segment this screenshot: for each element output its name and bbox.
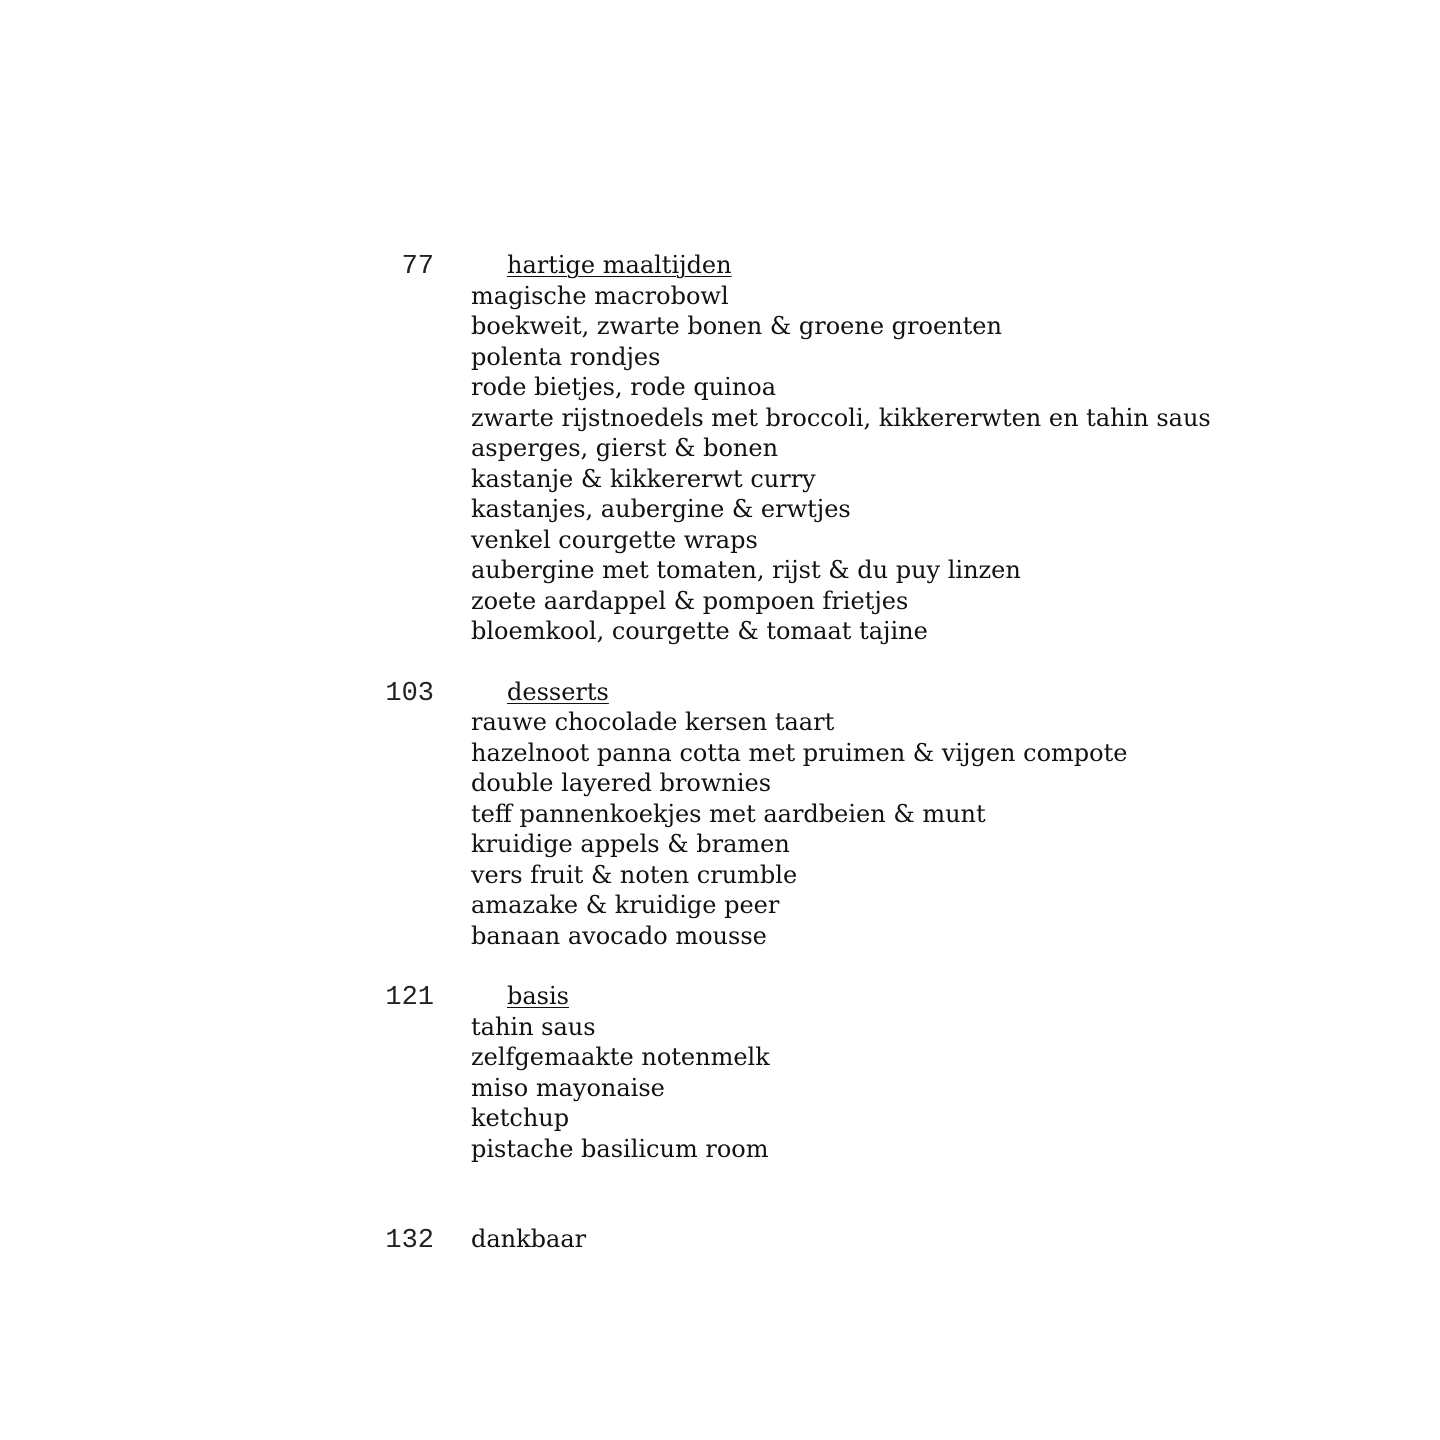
recipe-item: asperges, gierst & bonen <box>471 434 779 462</box>
recipe-item: zwarte rijstnoedels met broccoli, kikkererwten en tahin saus <box>471 403 1211 432</box>
toc-section-basis <box>0 981 1440 1164</box>
recipe-item: miso mayonaise <box>471 1073 665 1102</box>
page-number: 121 <box>385 983 434 1013</box>
recipe-list <box>471 281 1440 647</box>
section-title: dankbaar <box>471 1225 587 1253</box>
recipe-item: magische macrobowl <box>471 281 729 310</box>
recipe-item: rauwe chocolade kersen taart <box>471 708 835 736</box>
recipe-item: bloemkool, courgette & tomaat tajine <box>471 617 928 645</box>
recipe-item: aubergine met tomaten, rijst & du puy linzen <box>471 556 1021 584</box>
recipe-item: ketchup <box>471 1104 570 1132</box>
section-title: basis <box>507 982 569 1010</box>
toc-section-desserts <box>0 677 1440 952</box>
table-of-contents <box>0 250 1440 1255</box>
recipe-item: pistache basilicum room <box>471 1134 769 1163</box>
page-number: 103 <box>385 678 434 709</box>
recipe-item: vers fruit & noten crumble <box>471 860 798 889</box>
recipe-item: hazelnoot panna cotta met pruimen & vijgen compote <box>471 738 1128 767</box>
recipe-item: kastanjes, aubergine & erwtjes <box>471 495 851 523</box>
toc-section-hartige-maaltijden <box>0 250 1440 647</box>
recipe-item: banaan avocado mousse <box>471 921 767 950</box>
recipe-item: kruidige appels & bramen <box>471 830 790 858</box>
recipe-item: teff pannenkoekjes met aardbeien & munt <box>471 799 986 828</box>
recipe-item: boekweit, zwarte bonen & groene groenten <box>471 312 1002 340</box>
recipe-item: zoete aardappel & pompoen frietjes <box>471 586 909 615</box>
section-title: desserts <box>507 677 609 706</box>
recipe-item: zelfgemaakte notenmelk <box>471 1043 770 1071</box>
recipe-item: venkel courgette wraps <box>471 525 758 554</box>
recipe-item: kastanje & kikkererwt curry <box>471 464 816 493</box>
recipe-item: polenta rondjes <box>471 342 661 371</box>
recipe-item: rode bietjes, rode quinoa <box>471 373 777 401</box>
toc-section-dankbaar <box>0 1224 1440 1255</box>
recipe-list <box>471 707 1440 951</box>
recipe-list <box>471 1012 1440 1165</box>
recipe-item: amazake & kruidige peer <box>471 891 780 919</box>
page-number: 132 <box>385 1226 434 1256</box>
recipe-item: tahin saus <box>471 1012 596 1041</box>
page-number: 77 <box>401 252 434 282</box>
recipe-item: double layered brownies <box>471 769 772 797</box>
section-title: hartige maaltijden <box>507 251 732 279</box>
